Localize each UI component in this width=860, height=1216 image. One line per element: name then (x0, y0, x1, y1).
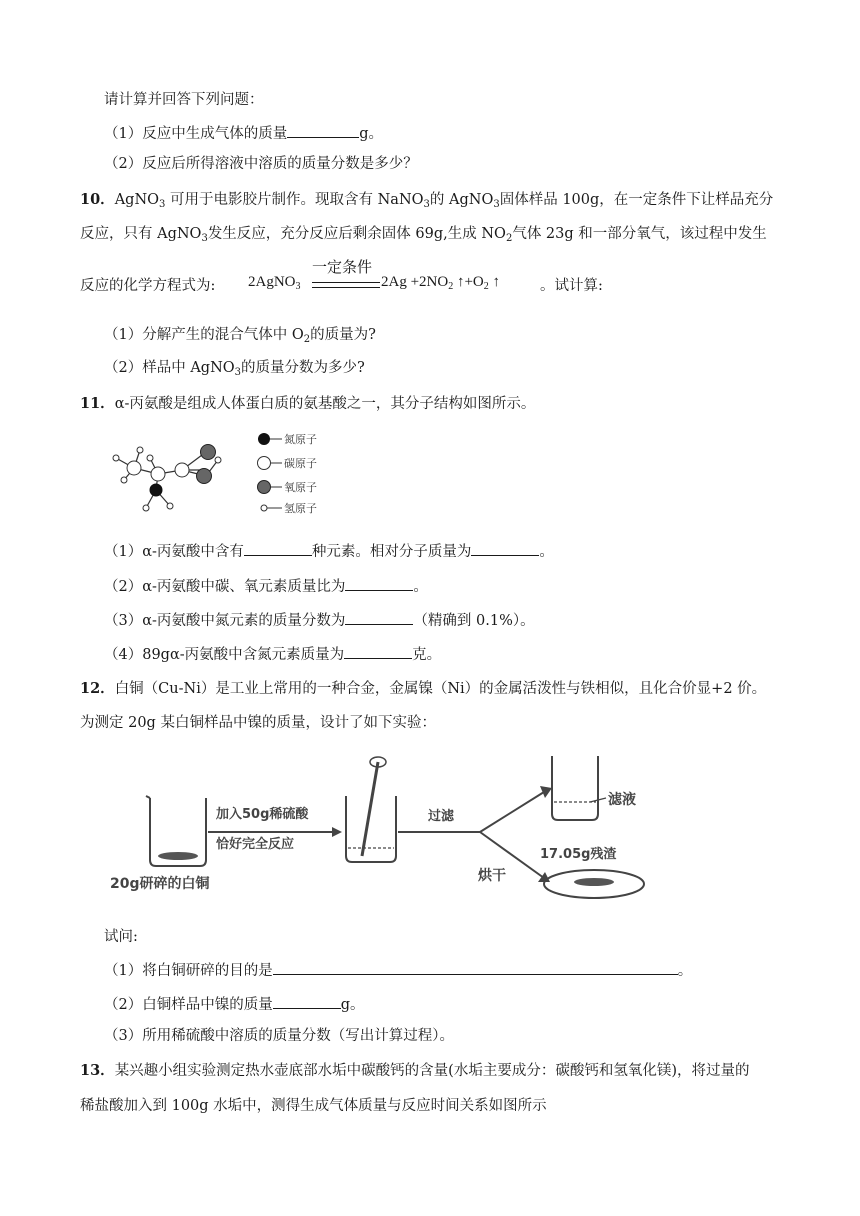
legend-hydrogen-icon (261, 505, 267, 511)
answer-blank[interactable] (345, 575, 413, 591)
chemical-equation-right: $2Ag +2NO_2$ $↑+O_2$ ↑ (381, 274, 501, 292)
experiment-flow-figure (100, 738, 660, 908)
q10-line3-label: 反应的化学方程式为: (80, 278, 216, 294)
q12-part2: （2）白铜样品中镍的质量 g。 (104, 993, 365, 1015)
q11-part2: （2）α-丙氨酸中碳、氧元素质量比为 。 (104, 575, 428, 597)
answer-blank[interactable] (273, 959, 678, 975)
hydrogen-atom (147, 455, 153, 461)
q10-part2: （2）样品中 AgNO$_3$的质量分数为多少? (104, 360, 365, 378)
q12-part3: （3）所用稀硫酸中溶质的质量分数（写出计算过程）。 (104, 1028, 454, 1044)
q12-number: 12． (80, 680, 115, 697)
q10-line2: 反应，只有 AgNO$_3$发生反应，充分反应后剩余固体 69g,生成 $NO_2$气体 23g 和一部分氧气，该过程中发生 (80, 226, 767, 244)
step-filter: 过滤 (428, 809, 455, 824)
carbon-atom (151, 467, 165, 481)
equation-double-line (312, 282, 380, 288)
q11-stem: 11．α-丙氨酸是组成人体蛋白质的氨基酸之一，其分子结构如图所示。 (80, 395, 536, 412)
nitrogen-atom (150, 484, 162, 496)
answer-blank[interactable] (273, 993, 341, 1009)
alanine-molecule-figure (100, 428, 340, 523)
chemical-equation-left: 2AgNO$_3$ (248, 274, 301, 292)
q13-line2: 稀盐酸加入到 100g 水垢中，测得生成气体质量与反应时间关系如图所示 (80, 1098, 547, 1114)
legend-oxygen-icon (258, 481, 271, 494)
q9-part1-unit: g。 (359, 126, 384, 142)
q9-intro: 请计算并回答下列问题： (104, 92, 264, 108)
beaker-filtrate (552, 756, 598, 820)
q10-number: 10． (80, 191, 115, 208)
legend-label: 碳原子 (284, 457, 317, 470)
equation-condition: 一定条件 (312, 260, 373, 276)
q12-ask: 试问: (104, 929, 138, 945)
q10-line1: 10．AgNO$_3$ 可用于电影胶片制作。现取含有 NaNO$_3$的 AgNO$_3$固体样品 100g，在一定条件下让样品充分 (80, 191, 774, 210)
hydrogen-atom (121, 477, 127, 483)
carbon-atom (175, 463, 189, 477)
q9-part1-text: （1）反应中生成气体的质量 (104, 126, 288, 142)
q9-part1 (104, 122, 383, 144)
hydrogen-atom (215, 457, 221, 463)
answer-blank[interactable] (345, 609, 413, 625)
oxygen-atom (197, 469, 212, 484)
legend-label: 氮原子 (284, 433, 317, 446)
hydrogen-atom (137, 447, 143, 453)
answer-blank[interactable] (344, 643, 412, 659)
filtrate-label: 滤液 (608, 792, 636, 808)
step-add-acid: 加入50g稀硫酸 (216, 807, 309, 822)
legend-label: 氧原子 (284, 481, 317, 494)
q13-line1: 13．某兴趣小组实验测定热水壶底部水垢中碳酸钙的含量(水垢主要成分：碳酸钙和氢氧化镁)，将过量的 (80, 1062, 750, 1079)
carbon-atom (127, 461, 141, 475)
legend-nitrogen-icon (258, 433, 270, 445)
answer-blank[interactable] (471, 540, 539, 556)
step-react: 恰好完全反应 (216, 837, 295, 852)
q13-number: 13． (80, 1062, 115, 1079)
beaker-sample (146, 796, 206, 866)
sample-label: 20g研碎的白铜 (110, 876, 210, 892)
hydrogen-atom (113, 455, 119, 461)
q10-line3-tail: 。试计算: (540, 278, 603, 294)
evaporating-dish (544, 870, 644, 898)
residue-label: 17.05g残渣 (540, 847, 617, 862)
q12-line2: 为测定 20g 某白铜样品中镍的质量，设计了如下实验： (80, 715, 436, 731)
q9-part2: （2）反应后所得溶液中溶质的质量分数是多少？ (104, 156, 418, 172)
step-dry: 烘干 (478, 868, 506, 884)
oxygen-atom (201, 445, 216, 460)
q11-part4: （4）89gα-丙氨酸中含氮元素质量为 克。 (104, 643, 441, 665)
q12-line1: 12．白铜（Cu-Ni）是工业上常用的一种合金，金属镍（Ni）的金属活泼性与铁相似，且化合价显+2 价。 (80, 680, 767, 697)
q11-part1: （1）α-丙氨酸中含有 种元素。相对分子质量为 。 (104, 540, 554, 562)
answer-blank[interactable] (244, 540, 312, 556)
q11-number: 11． (80, 395, 115, 412)
hydrogen-atom (143, 505, 149, 511)
q12-part1: （1）将白铜研碎的目的是 。 (104, 959, 692, 981)
hydrogen-atom (167, 503, 173, 509)
q11-part3: （3）α-丙氨酸中氮元素的质量分数为 （精确到 0.1%）。 (104, 609, 535, 631)
legend-carbon-icon (258, 457, 271, 470)
legend-label: 氢原子 (284, 502, 317, 515)
answer-blank[interactable] (287, 122, 359, 138)
beaker-reaction (346, 757, 396, 862)
q10-part1: （1）分解产生的混合气体中 $O_2$的质量为? (104, 327, 376, 345)
